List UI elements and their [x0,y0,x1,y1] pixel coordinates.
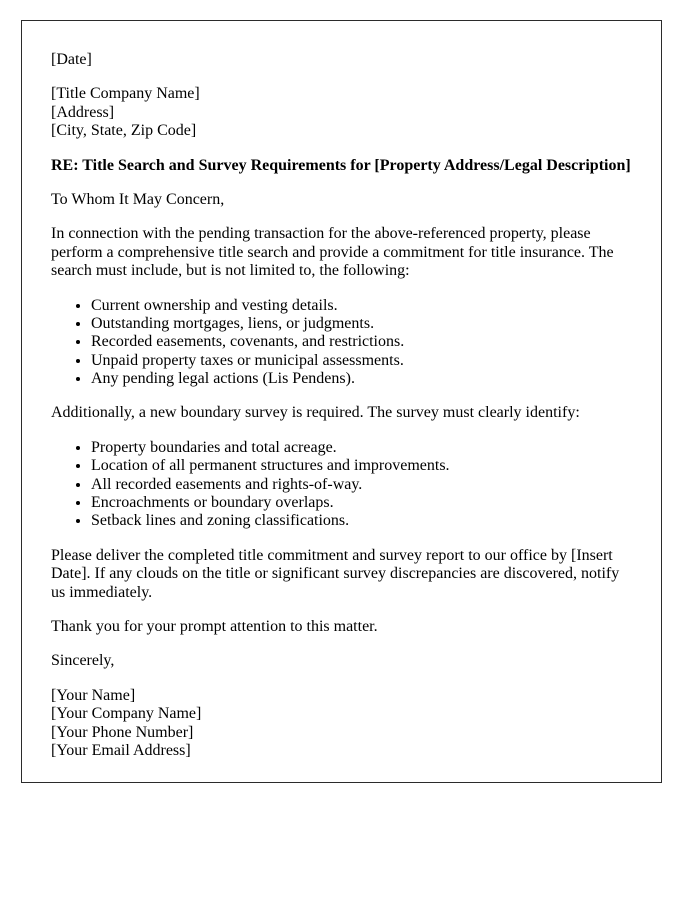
recipient-company: [Title Company Name] [51,85,200,103]
signature-block [51,687,631,761]
list-item: • Outstanding mortgages, liens, or judgments. [91,315,631,333]
signature-company: [Your Company Name] [51,705,202,723]
signature-email: [Your Email Address] [51,741,191,759]
list-item: • Recorded easements, covenants, and restrictions. [91,333,631,351]
salutation: To Whom It May Concern, [51,190,225,208]
subject-line: RE: Title Search and Survey Requirements for [Property Address/Legal Description] [51,156,631,174]
survey-requirements-list [51,439,631,531]
list-item: • Unpaid property taxes or municipal assessments. [91,352,631,370]
list-item: • Current ownership and vesting details. [91,297,631,315]
recipient-address: [Address] [51,103,115,121]
list-item: • Encroachments or boundary overlaps. [91,494,631,512]
survey-paragraph: Additionally, a new boundary survey is required. The survey must clearly identify: [51,404,580,422]
list-item: • Property boundaries and total acreage. [91,439,631,457]
signature-phone: [Your Phone Number] [51,723,194,741]
letter-page [21,20,662,783]
delivery-paragraph: Please deliver the completed title commitment and survey report to our office by [Insert Date]. If any clouds on the title or significant survey discrepancies are discovered, notify us immediately. [51,546,620,601]
date-line: [Date] [51,51,92,68]
closing: Sincerely, [51,652,115,670]
list-item: • Any pending legal actions (Lis Pendens). [91,370,631,388]
list-item: • Setback lines and zoning classifications. [91,512,631,530]
title-search-requirements-list [51,297,631,389]
recipient-address-block [51,85,631,140]
list-item: • Location of all permanent structures and improvements. [91,457,631,475]
thanks-paragraph: Thank you for your prompt attention to this matter. [51,617,378,635]
signature-name: [Your Name] [51,686,136,704]
intro-paragraph: In connection with the pending transaction for the above-referenced property, please perform a comprehensive title search and provide a commitment for title insurance. The search must include, but is not limited to, the following: [51,225,614,280]
recipient-city-state-zip: [City, State, Zip Code] [51,122,197,140]
list-item: • All recorded easements and rights-of-way. [91,476,631,494]
